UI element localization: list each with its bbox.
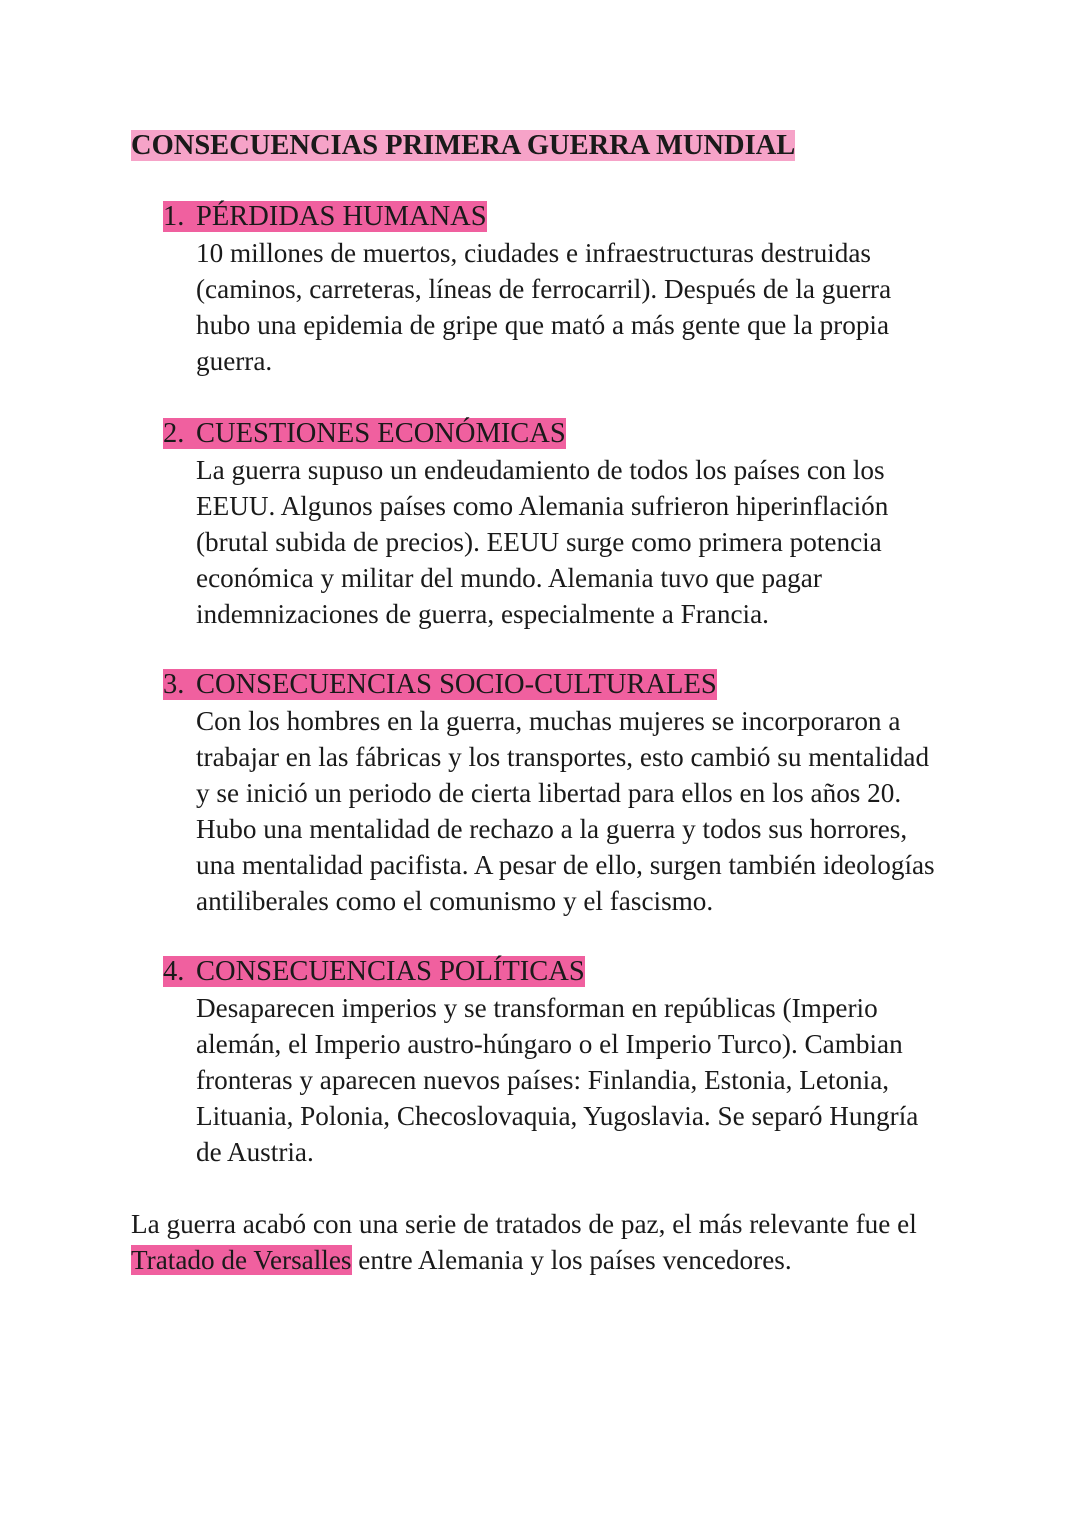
body-line: indemnizaciones de guerra, especialmente a Francia. [196,599,769,630]
closing-line-2 [131,1242,917,1278]
section-heading [163,199,963,235]
document-title [131,128,795,164]
body-line: La guerra supuso un endeudamiento de todos los países con los [196,455,885,485]
body-line: Hubo una mentalidad de rechazo a la guerra y todos sus horrores, [196,814,908,845]
section-heading [163,954,963,990]
versalles-highlight: Tratado de Versalles [131,1245,352,1276]
body-line: de Austria. [196,1137,314,1168]
body-line: Desaparecen imperios y se transforman en repúblicas (Imperio [196,993,878,1023]
closing-line-2-rest: entre Alemania y los países vencedores. [351,1245,792,1276]
body-line: 10 millones de muertos, ciudades e infraestructuras destruidas [196,238,871,268]
section-body [196,452,963,632]
body-line: EEUU. Algunos países como Alemania sufrieron hiperinflación [196,491,889,522]
body-line: alemán, el Imperio austro-húngaro o el Imperio Turco). Cambian [196,1029,903,1060]
section-cuestiones-economicas [163,416,963,632]
section-politicas [163,954,963,1170]
section-body [196,703,963,920]
section-body [196,990,963,1170]
body-line: y se inició un periodo de cierta libertad para ellos en los años 20. [196,778,902,809]
section-body [196,235,963,379]
section-heading [163,416,963,452]
body-line: trabajar en las fábricas y los transportes, esto cambió su mentalidad [196,742,930,773]
section-socio-culturales [163,667,963,920]
section-heading [163,667,963,703]
section-heading-text: PÉRDIDAS HUMANAS [196,201,487,232]
section-number: 4. [163,956,185,987]
body-line: Con los hombres en la guerra, muchas mujeres se incorporaron a [196,706,901,736]
body-line: Lituania, Polonia, Checoslovaquia, Yugoslavia. Se separó Hungría [196,1101,919,1132]
body-line: económica y militar del mundo. Alemania tuvo que pagar [196,563,822,594]
body-line: hubo una epidemia de gripe que mató a más gente que la propia [196,310,890,341]
body-line: fronteras y aparecen nuevos países: Finlandia, Estonia, Letonia, [196,1065,890,1096]
section-heading-text: CONSECUENCIAS SOCIO-CULTURALES [196,669,717,700]
title-text: CONSECUENCIAS PRIMERA GUERRA MUNDIAL [131,130,796,161]
section-heading-text: CONSECUENCIAS POLÍTICAS [196,956,585,987]
closing-line-1: La guerra acabó con una serie de tratados de paz, el más relevante fue el [131,1209,917,1239]
body-line: (brutal subida de precios). EEUU surge como primera potencia [196,527,882,558]
body-line: una mentalidad pacifista. A pesar de ello, surgen también ideologías [196,850,935,881]
body-line: antiliberales como el comunismo y el fascismo. [196,886,714,917]
section-number: 1. [163,201,185,232]
section-heading-text: CUESTIONES ECONÓMICAS [196,418,566,449]
section-number: 2. [163,418,185,449]
body-line: (caminos, carreteras, líneas de ferrocarril). Después de la guerra [196,274,892,305]
section-perdidas-humanas [163,199,963,379]
closing-paragraph [131,1206,917,1278]
body-line: guerra. [196,346,273,377]
section-number: 3. [163,669,185,700]
